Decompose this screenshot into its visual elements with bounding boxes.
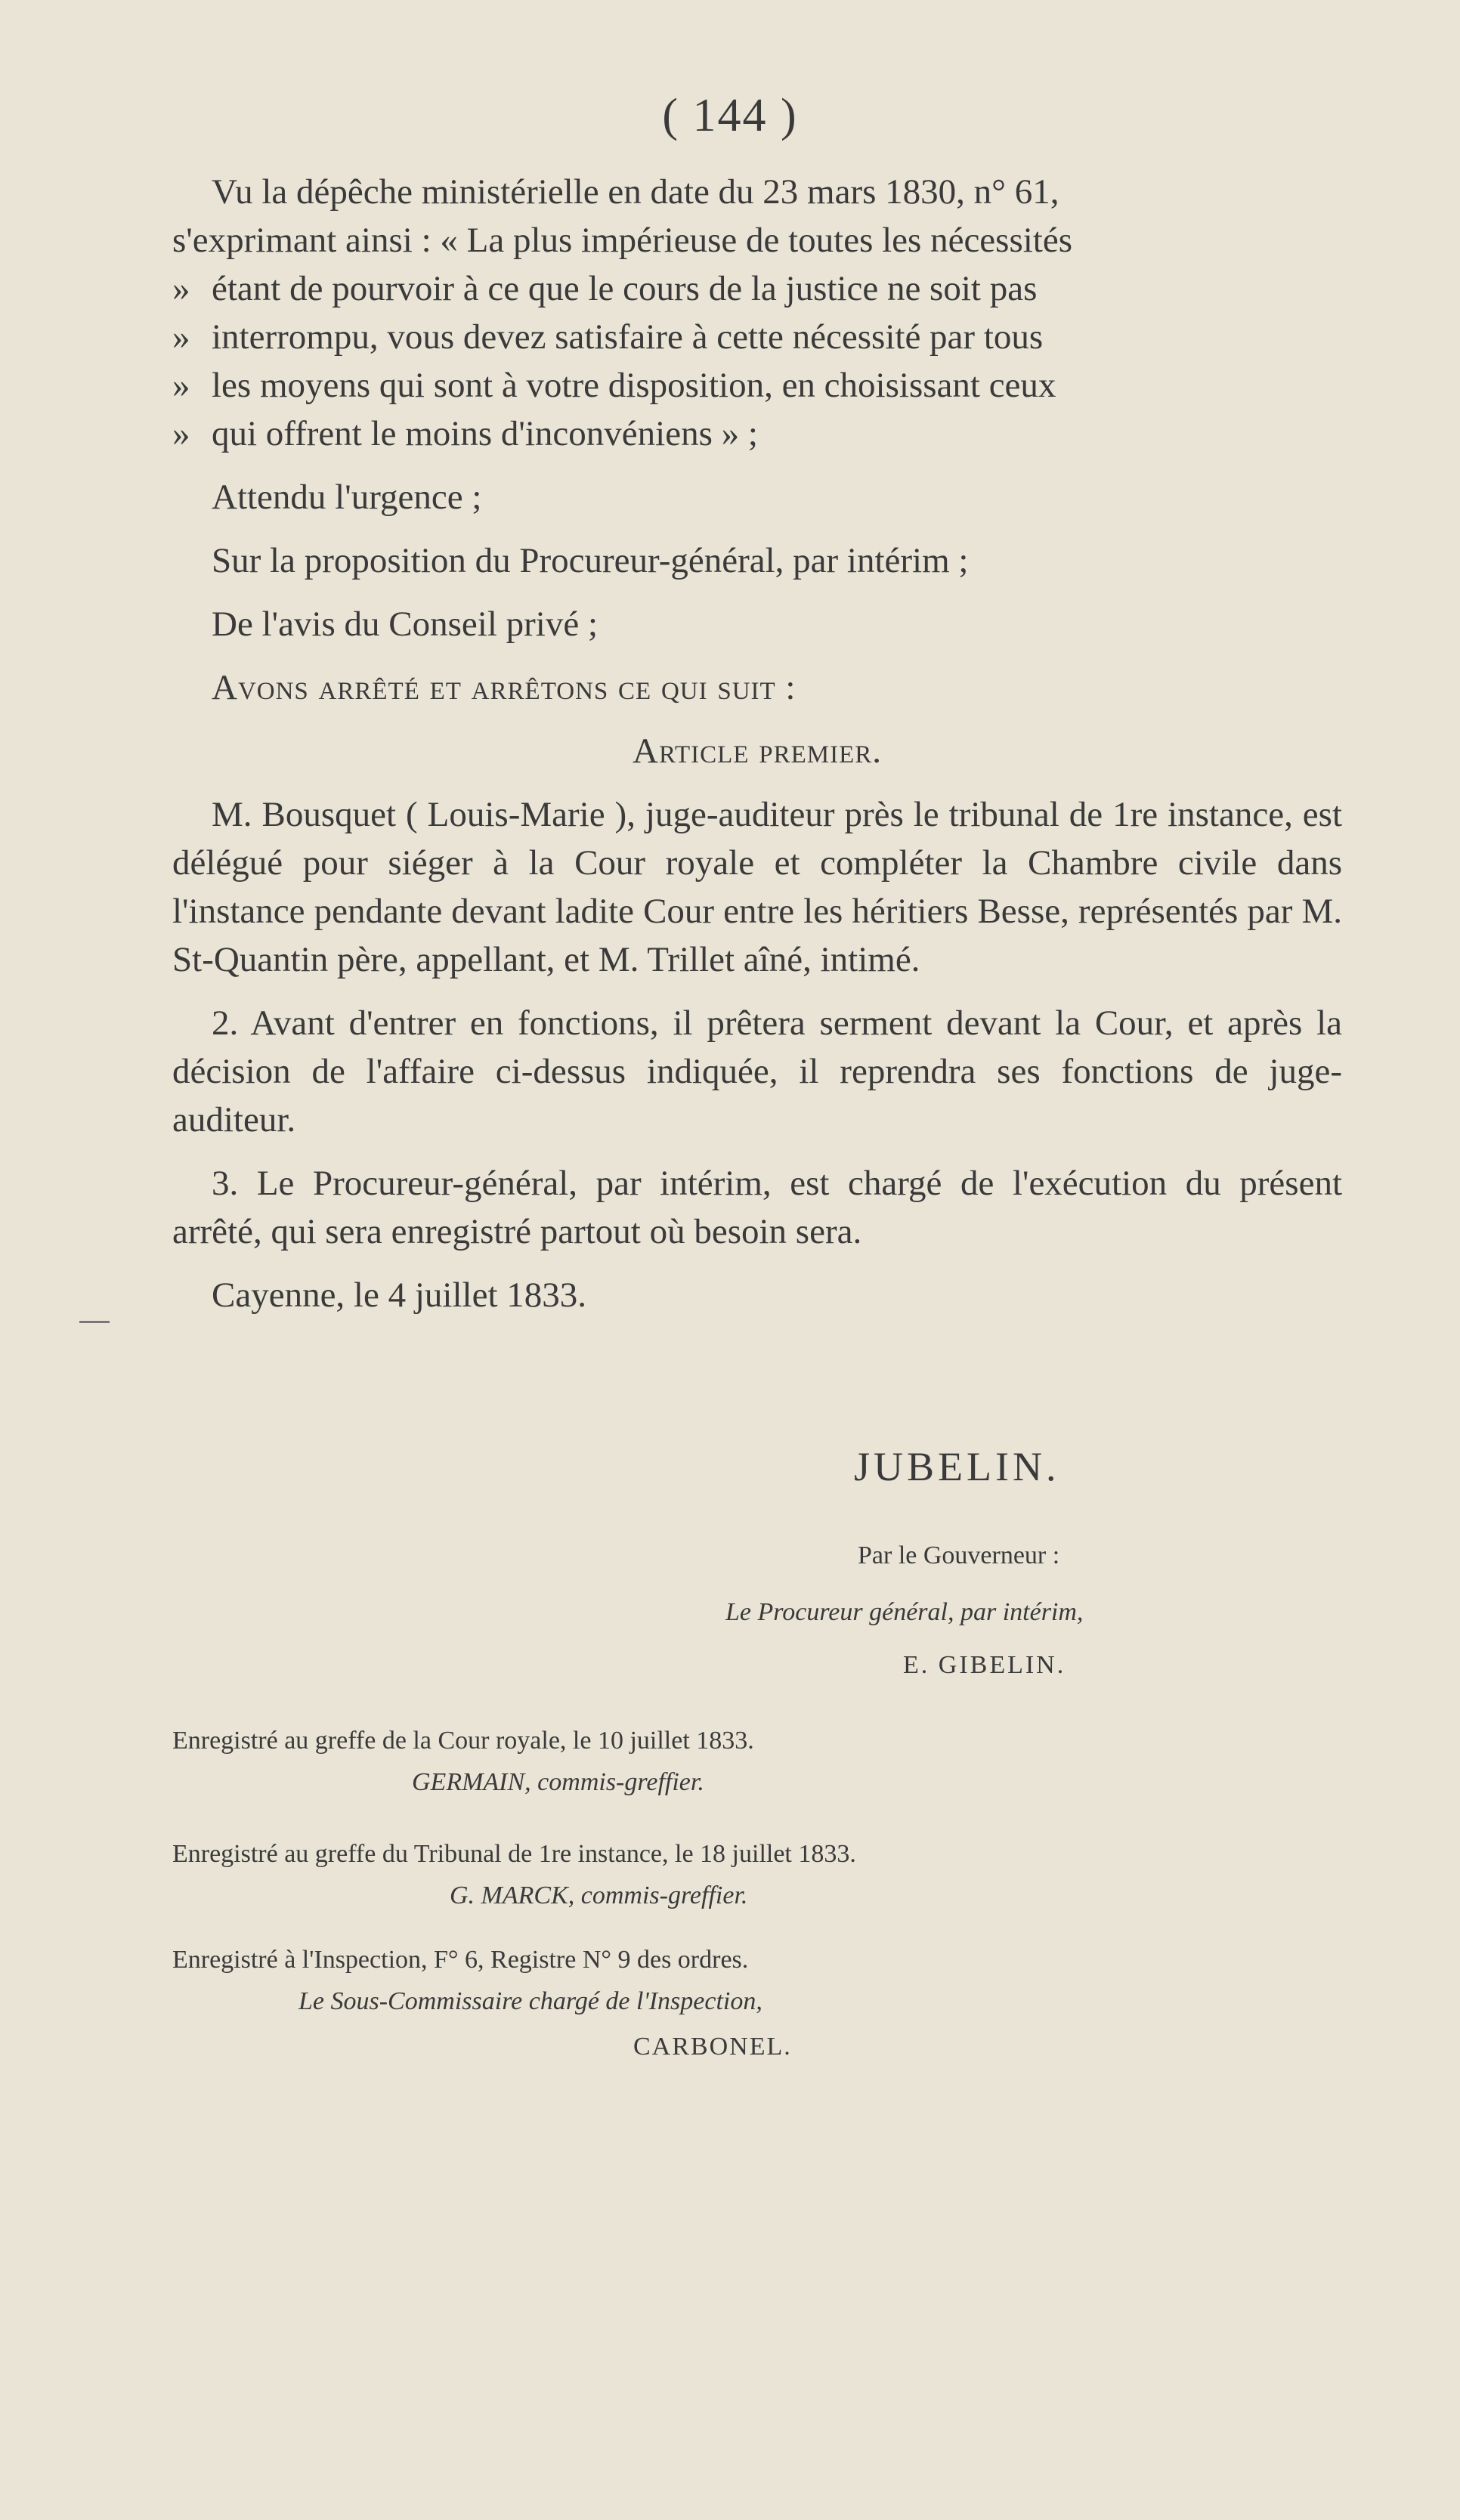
article-1: M. Bousquet ( Louis-Marie ), juge-auditeur près le tribunal de 1re instance, est délégué pour siéger à la Cour royale et compléter la Chambre civile dans l'instance pendante devant ladite Cour entre les héritiers Besse, représentés par M. St-Quantin père, appellant, et M. Trillet aîné, intimé. — [172, 795, 1342, 979]
margin-mark — [79, 1321, 110, 1323]
article-heading: Article premier. — [633, 731, 882, 771]
registration-3-signed: Le Sous-Commissaire chargé de l'Inspection, — [298, 1987, 762, 2015]
registration-2: Enregistré au greffe du Tribunal de 1re instance, le 18 juillet 1833. — [172, 1840, 856, 1868]
consideration-council: De l'avis du Conseil privé ; — [212, 604, 599, 644]
registration-1-signed: GERMAIN, commis-greffier. — [412, 1768, 704, 1796]
registration-2-signed: G. MARCK, commis-greffier. — [450, 1881, 748, 1909]
article-2: 2. Avant d'entrer en fonctions, il prêtera serment devant la Cour, et après la décision de l'affaire ci-dessus indiquée, il reprendra ses fonctions de juge-auditeur. — [172, 1003, 1342, 1139]
governor-signature: JUBELIN. — [854, 1444, 1060, 1489]
quote-line: » étant de pourvoir à ce que le cours de la justice ne soit pas — [172, 264, 1342, 313]
article-3: 3. Le Procureur-général, par intérim, est chargé de l'exécution du présent arrêté, qui sera enregistré partout où besoin sera. — [172, 1164, 1342, 1251]
intro-line-1: Vu la dépêche ministérielle en date du 23 mars 1830, n° 61, — [212, 172, 1059, 212]
decree-formula: Avons arrêté et arrêtons ce qui suit : — [212, 668, 797, 707]
intro-line-2: s'exprimant ainsi : « La plus impérieuse de toutes les nécessités — [172, 221, 1073, 260]
quote-line: » les moyens qui sont à votre disposition, en choisissant ceux — [172, 361, 1342, 410]
procureur-title: Le Procureur général, par intérim, — [725, 1598, 1084, 1626]
body-text — [172, 168, 1342, 1319]
consideration-urgency: Attendu l'urgence ; — [212, 478, 482, 517]
by-governor: Par le Gouverneur : — [858, 1541, 1060, 1569]
quote-line: » qui offrent le moins d'inconvéniens » ; — [172, 410, 1342, 458]
registration-3: Enregistré à l'Inspection, F° 6, Registre N° 9 des ordres. — [172, 1946, 749, 1974]
quote-line: » interrompu, vous devez satisfaire à cette nécessité par tous — [172, 313, 1342, 361]
procureur-signature: E. GIBELIN. — [903, 1651, 1066, 1679]
consideration-proposal: Sur la proposition du Procureur-général, par intérim ; — [212, 541, 969, 580]
registration-1: Enregistré au greffe de la Cour royale, le 10 juillet 1833. — [172, 1727, 754, 1755]
page-number: ( 144 ) — [662, 90, 798, 141]
registration-3-name: CARBONEL. — [633, 2033, 792, 2061]
place-date: Cayenne, le 4 juillet 1833. — [212, 1275, 587, 1315]
